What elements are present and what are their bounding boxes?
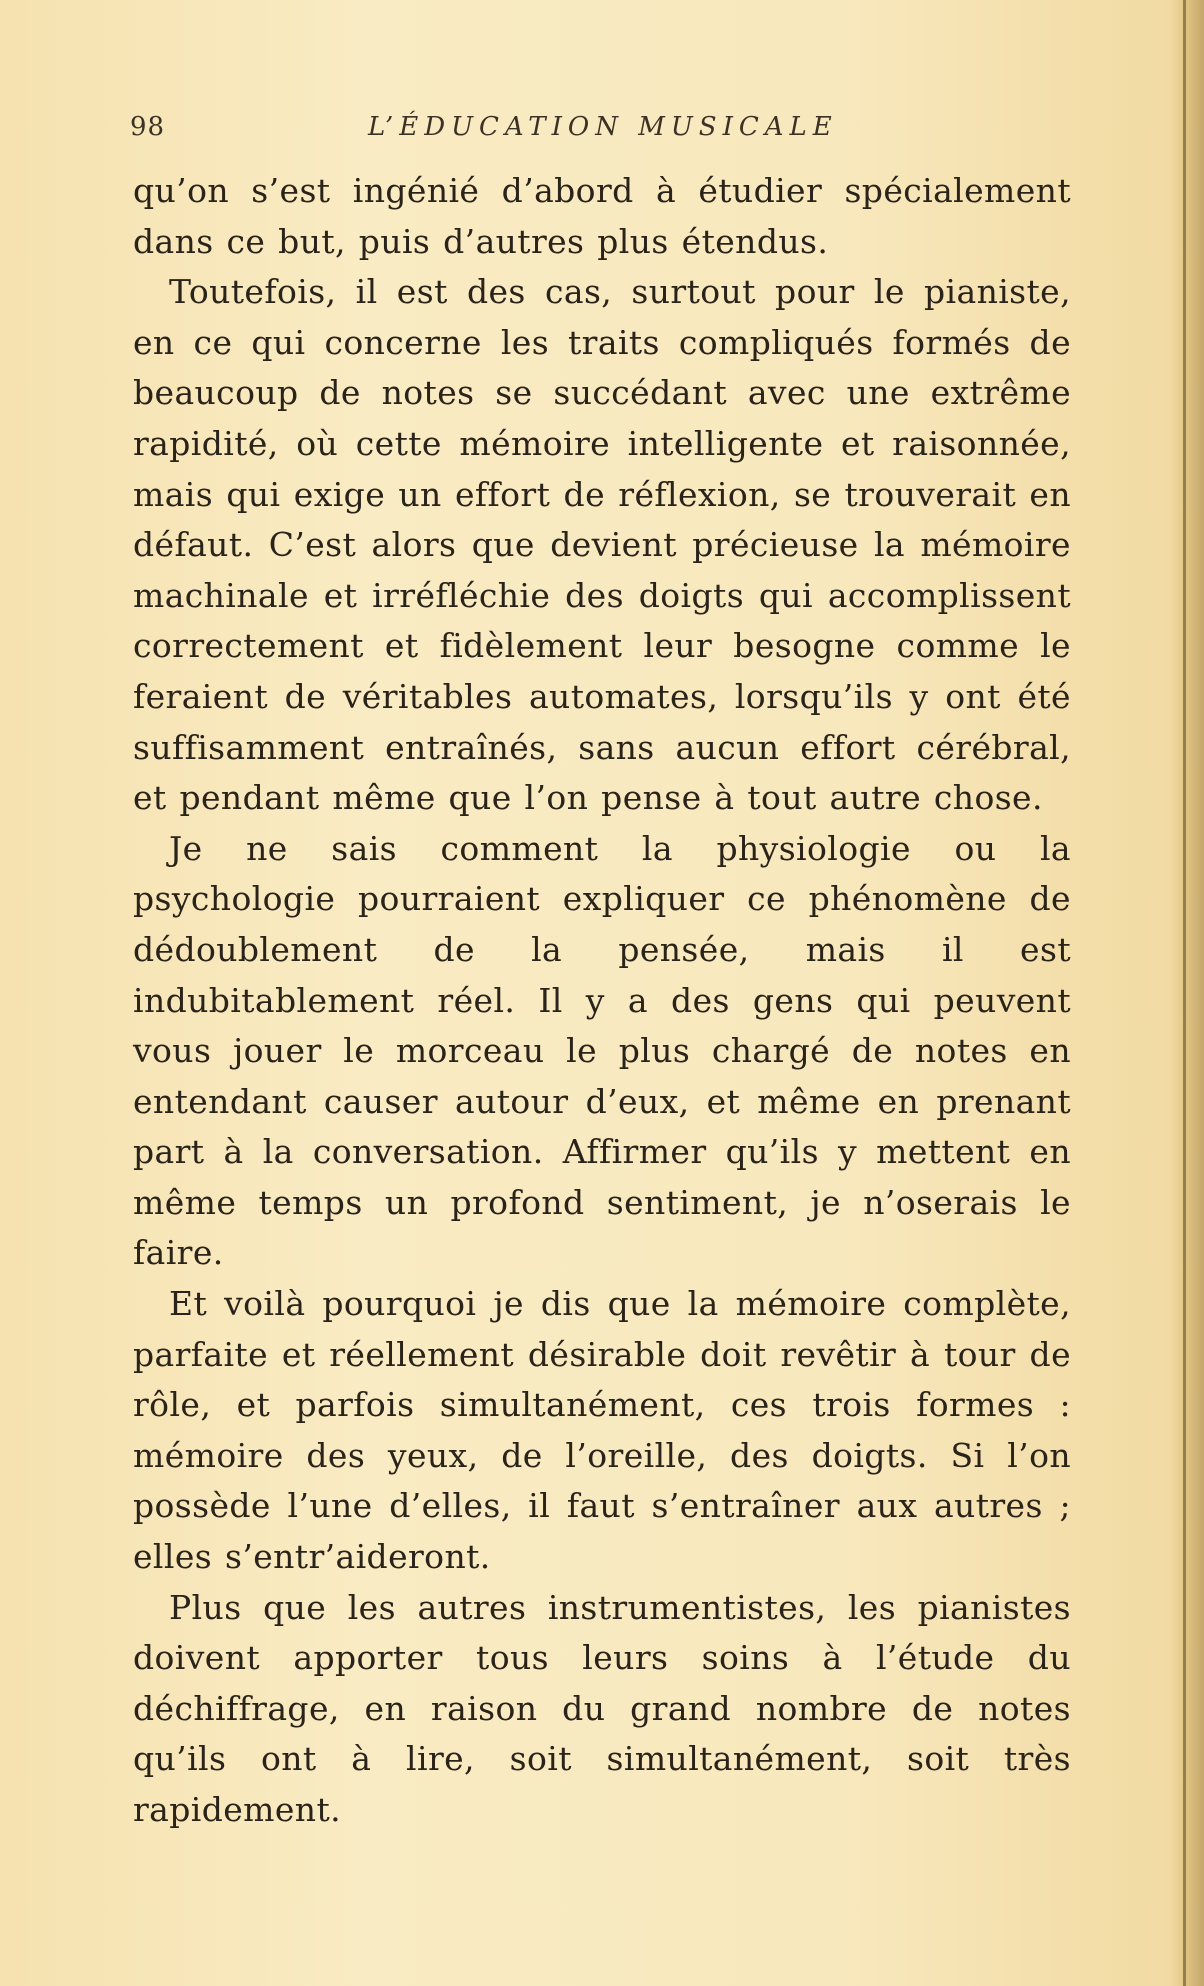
paragraph-5: Plus que les autres instrumentistes, les pianistes doivent apporter tous leurs soins à l’étude du déchiffrage, en raison du grand nombre de notes qu’ils ont à lire, soit simultanément, soit très rapidement. (133, 1587, 1071, 1829)
paragraph-1: qu’on s’est ingénié d’abord à étudier spécialement dans ce but, puis d’autres plus étendus. (133, 171, 1071, 261)
page-edge-line (1183, 0, 1186, 1986)
running-title: L’ÉDUCATION MUSICALE (368, 112, 838, 142)
page-number: 98 (130, 112, 166, 142)
page-header (130, 112, 1080, 152)
body-text (133, 166, 1071, 1836)
paragraph-3: Je ne sais comment la physiologie ou la psychologie pourraient expliquer ce phénomène de dédoublement de la pensée, mais il est indubitablement réel. Il y a des gens qui peuvent vous jouer le morceau le plus chargé de notes en entendant causer autour d’eux, et même en prenant part à la conversation. Affirmer qu’ils y mettent en même temps un profond sentiment, je n’oserais le faire. (133, 828, 1071, 1273)
page-edge-shadow (1170, 0, 1204, 1986)
paragraph-4: Et voilà pourquoi je dis que la mémoire complète, parfaite et réellement désirable doit revêtir à tour de rôle, et parfois simultanément, ces trois formes : mémoire des yeux, de l’oreille, des doigts. Si l’on possède l’une d’elles, il faut s’entraîner aux autres ; elles s’entr’aideront. (133, 1284, 1071, 1577)
paragraph-2: Toutefois, il est des cas, surtout pour le pianiste, en ce qui concerne les traits compliqués formés de beaucoup de notes se succédant avec une extrême rapidité, où cette mémoire intelligente et raisonnée, mais qui exige un effort de réflexion, se trouverait en défaut. C’est alors que devient précieuse la mémoire machinale et irréfléchie des doigts qui accomplissent correctement et fidèlement leur besogne comme le feraient de véritables automates, lorsqu’ils y ont été suffisamment entraînés, sans aucun effort cérébral, et pendant même que l’on pense à tout autre chose. (133, 272, 1071, 818)
